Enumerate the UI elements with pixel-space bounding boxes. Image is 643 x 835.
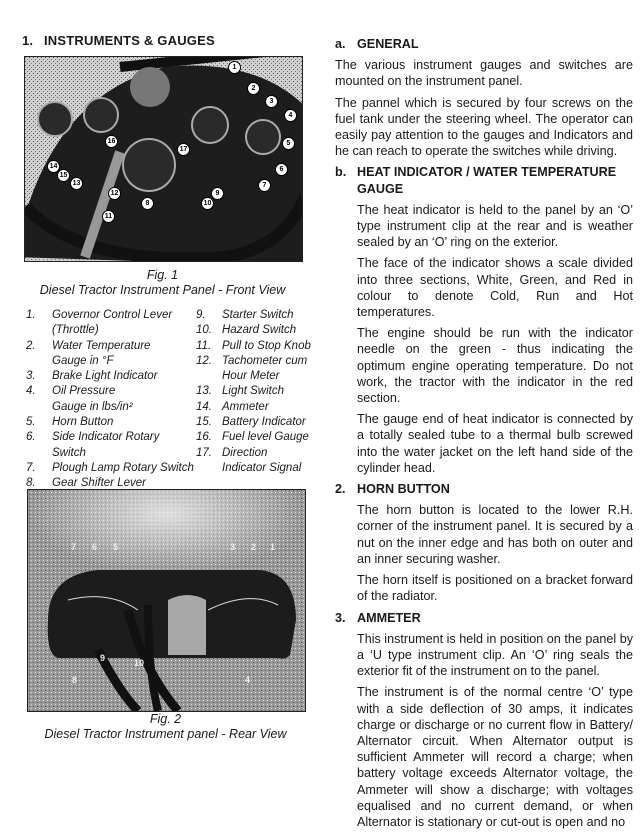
legend-item <box>196 323 324 338</box>
paragraph: The pannel which is secured by four screws on the fuel tank under the steering wheel. The operator can easily pay attention to the gauges and Indicators and he can reach to operate the switches while driving. <box>335 95 633 159</box>
legend-item-label: Gauge in °F <box>52 354 114 367</box>
rear-label-5: 5 <box>113 542 119 552</box>
callout-11: 11 <box>102 210 115 223</box>
paragraph: The heat indicator is held to the panel by an ‘O’ type instrument clip at the rear and is weather sealed by an ‘O’ ring on the exterior. <box>357 202 633 250</box>
legend-item-label: (Throttle) <box>52 324 99 337</box>
heading-number: 3. <box>335 610 346 625</box>
legend-item-number: 5. <box>26 416 36 429</box>
legend-item-label: Pull to Stop Knob <box>222 339 311 352</box>
heading-ammeter <box>335 610 633 626</box>
legend-item-label: Plough Lamp Rotary Switch <box>52 461 194 474</box>
heading-general <box>335 36 633 52</box>
legend-item-label: Ammeter <box>222 400 269 413</box>
legend-item-label: Indicator Signal <box>222 461 302 474</box>
legend-item-number: 12. <box>196 354 212 367</box>
rear-label-6: 6 <box>92 542 98 552</box>
section-general <box>335 36 633 159</box>
legend-item <box>196 400 324 415</box>
paragraph: The horn button is located to the lower R.H. corner of the instrument panel. It is secured by a nut on the inner edge and has both on outer and an inner securing washer. <box>357 503 633 566</box>
callout-4: 4 <box>284 109 297 122</box>
legend-item-label: Battery Indicator <box>222 416 306 429</box>
legend-item <box>196 369 324 384</box>
right-column <box>335 34 633 835</box>
legend-item <box>196 415 324 430</box>
heading-title: AMMETER <box>357 610 421 625</box>
legend-item-number <box>26 323 52 338</box>
legend-item-label: Water Temperature <box>52 339 151 352</box>
callout-8: 8 <box>141 197 154 210</box>
legend-item-label: Governor Control Lever <box>52 309 173 321</box>
section-ammeter <box>335 610 633 831</box>
legend-item-label: Side Indicator Rotary Switch <box>52 431 160 459</box>
section-title: INSTRUMENTS & GAUGES <box>44 33 215 48</box>
legend-item-label: Gauge in lbs/in² <box>52 400 133 413</box>
figure-2-illustration <box>28 490 305 711</box>
legend-item <box>26 308 196 323</box>
legend-item-number: 8. <box>26 477 36 490</box>
legend-item-number: 2. <box>26 339 36 352</box>
legend-item <box>26 461 196 476</box>
callout-13: 13 <box>70 177 83 190</box>
legend-item <box>26 415 196 430</box>
figure-2-caption <box>27 712 304 742</box>
legend-item <box>26 384 196 399</box>
heading-number: a. <box>335 37 346 51</box>
legend-item-number: 11. <box>196 339 212 352</box>
figure-1-caption <box>24 268 301 298</box>
legend-item <box>196 461 324 476</box>
legend-item-label: Horn Button <box>52 416 114 429</box>
figure-1-number: Fig. 1 <box>146 268 179 282</box>
heading-number: b. <box>335 165 347 180</box>
callout-10: 10 <box>201 197 214 210</box>
legend-item-number <box>196 369 222 384</box>
legend-item <box>26 339 196 354</box>
legend-item-number: 15. <box>196 416 212 429</box>
legend-item-label: Hazard Switch <box>222 324 297 337</box>
legend-column-1 <box>26 308 196 492</box>
heading-number: 2. <box>335 482 346 497</box>
legend-item <box>196 354 324 369</box>
figure-2-photo <box>27 489 306 712</box>
legend-item <box>196 430 324 445</box>
callout-12: 12 <box>108 187 121 200</box>
callout-7: 7 <box>258 179 271 192</box>
legend-item <box>26 354 196 369</box>
legend-item-number <box>196 461 222 476</box>
legend-item-number <box>26 400 52 415</box>
heading-title: HORN BUTTON <box>357 482 450 497</box>
legend-item-number: 1. <box>26 309 36 321</box>
legend-item <box>26 369 196 384</box>
legend-item-number: 13. <box>196 385 212 398</box>
callout-6: 6 <box>275 163 288 176</box>
legend-item-number <box>26 354 52 369</box>
callout-9: 9 <box>211 187 224 200</box>
callout-14: 14 <box>47 160 60 173</box>
legend-item-number: 10. <box>196 324 212 337</box>
legend-column-2 <box>196 308 324 476</box>
legend-item-number: 7. <box>26 461 36 474</box>
legend-item <box>196 384 324 399</box>
callout-17: 17 <box>177 143 190 156</box>
heading-title: HEAT INDICATOR / WATER TEMPERATURE GAUGE <box>357 165 617 196</box>
legend-item-label: Light Switch <box>222 385 285 398</box>
paragraph: The various instrument gauges and switches are mounted on the instrument panel. <box>335 58 633 89</box>
legend-item-number: 16. <box>196 431 212 444</box>
callout-2: 2 <box>247 82 260 95</box>
paragraph: The instrument is of the normal centre ‘O’ type with a side deflection of 30 amps, it indicates charge or discharge or no current flow in Battery/ Alternator circuit. When Alternator output is sufficient Ammeter will record a charge; when battery voltage exceeds Alternator voltage, the Ammeter will show a discharge; with voltages equalised and no current demand, or when Alternator is stationary or cut-out is open and no <box>357 685 633 829</box>
heading-title: GENERAL <box>357 37 419 51</box>
figure-2-title: Diesel Tractor Instrument panel - Rear View <box>44 727 287 741</box>
callout-1: 1 <box>228 61 241 74</box>
legend-item-label: Oil Pressure <box>52 385 116 398</box>
callout-5: 5 <box>282 137 295 150</box>
rear-label-1: 1 <box>270 542 276 552</box>
section-horn-button <box>335 481 633 604</box>
legend-item <box>196 446 324 461</box>
rear-label-4: 4 <box>245 675 251 685</box>
figure-1-title: Diesel Tractor Instrument Panel - Front View <box>39 283 286 297</box>
callout-15: 15 <box>57 169 70 182</box>
figure-1-illustration <box>25 57 302 261</box>
rear-label-8: 8 <box>72 675 78 685</box>
rear-label-10: 10 <box>134 658 145 668</box>
section-heat-indicator <box>335 164 633 476</box>
figure-2-number: Fig. 2 <box>149 712 182 726</box>
legend-item-label: Starter Switch <box>222 309 294 321</box>
callout-16: 16 <box>105 135 118 148</box>
legend-item-number: 14. <box>196 400 212 413</box>
section-number: 1. <box>22 33 34 48</box>
figure-1-photo <box>24 56 303 262</box>
heading-heat-indicator <box>335 164 633 196</box>
rear-label-9: 9 <box>100 653 106 663</box>
paragraph: The engine should be run with the indicator needle on the green - thus indicating the optimum engine operating temperature. Do not work, the tractor with the indicator in the red section. <box>357 326 633 406</box>
legend-item <box>26 400 196 415</box>
paragraph: The face of the indicator shows a scale divided into three sections, White, Green, and Red in colour to denote Cold, Run and Hot temperatures. <box>357 256 633 320</box>
paragraph: This instrument is held in position on the panel by a ‘U type instrument clip. An ‘O’ ring seals the exterior fit of the instrument on to the panel. <box>357 631 633 679</box>
legend-item-label: Tachometer cum <box>222 354 308 367</box>
section-heading-instruments-gauges <box>22 33 215 48</box>
heading-horn-button <box>335 481 633 497</box>
legend-item-label: Hour Meter <box>222 370 280 383</box>
rear-label-7: 7 <box>71 542 77 552</box>
rear-label-3: 3 <box>230 542 236 552</box>
paragraph: The horn itself is positioned on a bracket forward of the radiator. <box>357 573 633 604</box>
legend-item-number: 17. <box>196 446 212 459</box>
paragraph: The gauge end of heat indicator is connected by a totally sealed tube to a thermal bulb screwed into the water jacket on the left hand side of the cylinder head. <box>357 412 633 475</box>
callout-3: 3 <box>265 95 278 108</box>
legend-item-number: 3. <box>26 370 36 383</box>
legend-item <box>26 430 196 461</box>
legend-item-label: Brake Light Indicator <box>52 370 158 383</box>
legend-item-number: 4. <box>26 385 36 398</box>
legend-item-label: Fuel level Gauge <box>222 431 309 444</box>
legend-item <box>196 339 324 354</box>
legend-item-label: Direction <box>222 446 268 459</box>
legend-item-label: Gear Shifter Lever <box>52 477 146 490</box>
legend-item-number: 6. <box>26 431 36 444</box>
legend-item <box>26 323 196 338</box>
legend-item <box>196 308 324 323</box>
rear-label-2: 2 <box>251 542 257 552</box>
legend-item-number: 9. <box>196 309 206 321</box>
